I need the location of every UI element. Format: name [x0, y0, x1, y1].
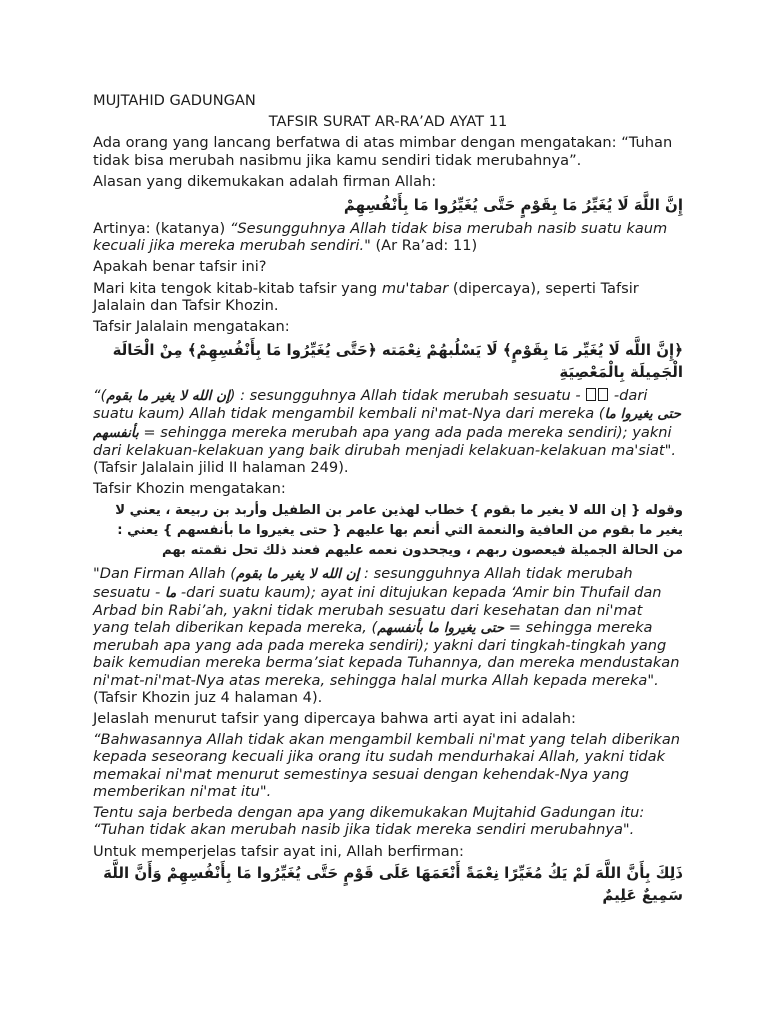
- jalalain-translation: [93, 387, 683, 476]
- khozin-text-2: -dari suatu kaum); ayat ini ditujukan kepada ‘Amir bin Thufail dan Arbad bin Rabi’ah, yakni tidak merubah sesuatu dari kesehatan dan ni'mat yang telah diberikan kepada mereka, (: [93, 583, 662, 637]
- jalalain-text-3: = sehingga mereka merubah apa yang ada pada mereka sendiri); yakni dari kelakuan-kelakuan yang baik dirubah menjadi kelakuan-kelakuan ma'siat".: [93, 423, 676, 459]
- quran-verse-al-anfal-53: ذَلِكَ بِأَنَّ اللَّهَ لَمْ يَكُ مُغَيِّرًا نِعْمَةً أَنْعَمَهَا عَلَى قَوْمٍ حَتَّى يُغَيِّرُوا مَا بِأَنْفُسِهِمْ وَأَنَّ اللَّهَ سَمِيعٌ عَلِيمٌ: [103, 863, 683, 904]
- khozin-open-quote: "Dan Firman Allah (: [93, 565, 236, 583]
- conclusion-paragraph: Jelaslah menurut tafsir yang dipercaya bahwa arti ayat ini adalah:: [93, 710, 576, 728]
- question-paragraph: Apakah benar tafsir ini?: [93, 258, 267, 276]
- reason-paragraph: Alasan yang dikemukakan adalah firman Allah:: [93, 172, 437, 190]
- khozin-text-1: : sesungguhnya Allah tidak merubah sesuatu -: [93, 565, 633, 601]
- khozin-inline-arabic-1: إن الله لا يغير ما بقوم: [235, 566, 360, 583]
- jalalain-inline-arabic-1: إن الله لا يغير ما بقوم: [106, 388, 230, 405]
- jalalain-text-2: -dari suatu kaum) Allah tidak mengambil kembali ni'mat-Nya dari mereka (: [93, 387, 648, 423]
- khozin-heading: Tafsir Khozin mengatakan:: [93, 480, 286, 498]
- khozin-text-3: = sehingga mereka merubah apa yang ada pada mereka sendiri); yakni dari tingkah-tingkah yang baik kemudian mereka berma’siat kepada Tuhannya, dan mereka mendustakan ni'mat-ni'mat-Nya atas mereka, sehingga halal murka Allah kepada mereka".: [93, 619, 680, 689]
- jalalain-source: (Tafsir Jalalain jilid II halaman 249).: [93, 459, 349, 477]
- document-label: MUJTAHID GADUNGAN: [93, 92, 256, 109]
- khozin-translation: [93, 565, 683, 706]
- quran-verse-ar-raad-11: إِنَّ اللَّهَ لَا يُغَيِّرُ مَا بِقَوْمٍ حَتَّى يُغَيِّرُوا مَا بِأَنْفُسِهِمْ: [343, 196, 683, 215]
- jalalain-text-1: ) : sesungguhnya Allah tidak merubah sesuatu -: [229, 387, 586, 405]
- khozin-inline-arabic-ma: ما: [164, 584, 177, 601]
- khozin-arabic-text: وقوله { إن الله لا يغير ما بقوم } خطاب لهذين عامر بن الطفيل وأربد بن ربيعة ، يعني لا يغير ما بقوم من العافية والنعمة التي أنعم بها عليهم { حتى يغيروا ما بأنفسهم } يعني : من الحالة الجميلة فيعصون ربهم ، ويجحدون نعمه عليهم فعند ذلك تحل نقمته بهم: [115, 503, 683, 559]
- jalalain-arabic-text: ﴿إِنَّ اللَّه لَا يُغَيِّر مَا بِقَوْمٍ﴾ لَا يَسْلُبهُمْ نِعْمَته ﴿حَتَّى يُغَيِّرُوا مَا بِأَنْفُسِهِمْ﴾ مِنْ الْحَالَة الْجَمِيلَة بِالْمَعْصِيَةِ: [112, 341, 683, 382]
- document-page: [93, 92, 683, 910]
- translation-source: (Ar Ra’ad: 11): [370, 237, 478, 255]
- document-title: TAFSIR SURAT AR-RA’AD AYAT 11: [268, 113, 508, 131]
- jalalain-open-quote: “(: [93, 387, 107, 405]
- translation-quote: “Sesungguhnya Allah tidak bisa merubah nasib suatu kaum kecuali jika mereka merubah sendiri.": [93, 220, 668, 255]
- khozin-inline-arabic-2: حتى يغيروا ما بأنفسهم: [377, 620, 505, 637]
- tafsir-books-paragraph: [93, 280, 683, 314]
- translation-paragraph: [93, 220, 683, 254]
- missing-glyph-box-icon: [598, 388, 608, 401]
- missing-glyph-box-icon: [586, 388, 596, 401]
- jalalain-inline-arabic-2: حتى يغيروا ما بأنفسهم: [93, 406, 681, 441]
- clarify-paragraph: Untuk memperjelas tafsir ayat ini, Allah berfirman:: [93, 842, 464, 860]
- mutabar-term: mu'tabar: [381, 279, 449, 297]
- jalalain-heading: Tafsir Jalalain mengatakan:: [93, 318, 290, 336]
- translation-lead: Artinya: (katanya): [93, 220, 230, 238]
- contrast-paragraph: Tentu saja berbeda dengan apa yang dikemukakan Mujtahid Gadungan itu: “Tuhan tidak akan merubah nasib jika tidak mereka sendiri merubahnya".: [93, 804, 645, 839]
- intro-paragraph: Ada orang yang lancang berfatwa di atas mimbar dengan mengatakan: “Tuhan tidak bisa merubah nasibmu jika kamu sendiri tidak merubahnya”.: [93, 134, 673, 169]
- tafsir-books-tail: (dipercaya), seperti Tafsir Jalalain dan Tafsir Khozin.: [93, 279, 639, 314]
- khozin-source: (Tafsir Khozin juz 4 halaman 4).: [93, 688, 323, 706]
- correct-meaning-quote: “Bahwasannya Allah tidak akan mengambil kembali ni'mat yang telah diberikan kepada seseorang kecuali jika orang itu sudah mendurhakai Allah, yakni tidak memakai ni'mat menurut semestinya sesuai dengan kehendak-Nya yang memberikan ni'mat itu".: [93, 731, 681, 800]
- tafsir-books-lead: Mari kita tengok kitab-kitab tafsir yang: [93, 279, 382, 297]
